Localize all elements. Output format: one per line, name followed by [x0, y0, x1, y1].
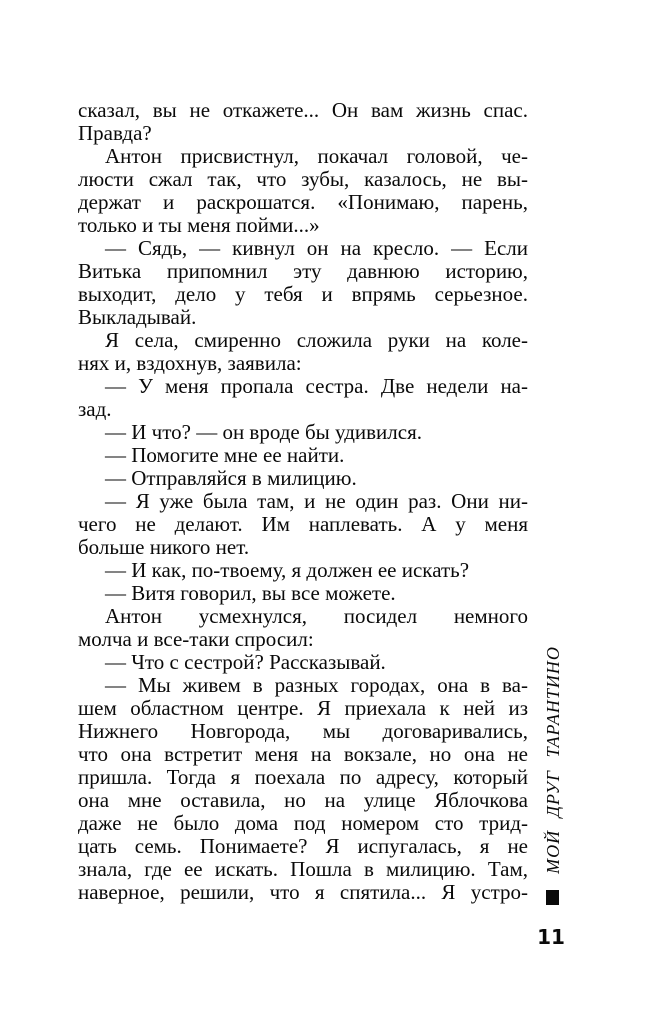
- text-line: нях и, вздохнув, заявила:: [78, 351, 302, 375]
- text-line: Я села, смиренно сложила руки на коле-: [105, 328, 528, 352]
- text-line: выходит, дело у тебя и впрямь серьезное.: [78, 282, 528, 306]
- running-title-vertical: МОЙ ДРУГ ТАРАНТИНО: [543, 646, 563, 874]
- text-line: цать семь. Понимаете? Я испугалась, я не: [78, 834, 528, 858]
- text-line: она мне оставила, но на улице Яблочкова: [78, 788, 528, 812]
- text-line: больше никого нет.: [78, 535, 250, 559]
- text-line: Нижнего Новгорода, мы договаривались,: [78, 719, 528, 743]
- text-line: люсти сжал так, что зубы, казалось, не вы-: [78, 167, 528, 191]
- text-line: Витька припомнил эту давнюю историю,: [78, 259, 528, 283]
- page-number: 11: [537, 925, 565, 949]
- text-line: — И как, по-твоему, я должен ее искать?: [105, 558, 470, 582]
- text-line: что она встретит меня на вокзале, но она не: [78, 742, 528, 766]
- text-line: держат и раскрошатся. «Понимаю, парень,: [78, 190, 528, 214]
- text-line: — Помогите мне ее найти.: [105, 443, 345, 467]
- text-line: Антон усмехнулся, посидел немного: [105, 604, 528, 628]
- text-line: Выкладывай.: [78, 305, 197, 329]
- text-line: пришла. Тогда я поехала по адресу, который: [78, 765, 528, 789]
- text-line: — Витя говорил, вы все можете.: [105, 581, 396, 605]
- text-line: Антон присвистнул, покачал головой, че-: [105, 144, 528, 168]
- text-line: только и ты меня пойми...»: [78, 213, 320, 237]
- text-line: — Сядь, — кивнул он на кресло. — Если: [105, 236, 528, 260]
- text-line: — Отправляйся в милицию.: [105, 466, 357, 490]
- body-text: [78, 99, 528, 904]
- text-line: даже не было дома под номером сто трид-: [78, 811, 528, 835]
- text-line: — Что с сестрой? Рассказывай.: [105, 650, 386, 674]
- text-line: сказал, вы не откажете... Он вам жизнь спас.: [78, 98, 528, 122]
- text-line: шем областном центре. Я приехала к ней из: [78, 696, 528, 720]
- text-line: чего не делают. Им наплевать. А у меня: [78, 512, 528, 536]
- text-line: наверное, решили, что я спятила... Я устро-: [78, 880, 528, 904]
- text-line: зад.: [78, 397, 112, 421]
- text-line: — У меня пропала сестра. Две недели на-: [105, 374, 528, 398]
- text-line: Правда?: [78, 121, 152, 145]
- black-square-marker-icon: [546, 890, 559, 905]
- text-line: — И что? — он вроде бы удивился.: [105, 420, 423, 444]
- text-line: молча и все-таки спросил:: [78, 627, 314, 651]
- text-line: знала, где ее искать. Пошла в милицию. Там,: [78, 857, 528, 881]
- text-line: — Я уже была там, и не один раз. Они ни-: [105, 489, 528, 513]
- text-line: — Мы живем в разных городах, она в ва-: [105, 673, 528, 697]
